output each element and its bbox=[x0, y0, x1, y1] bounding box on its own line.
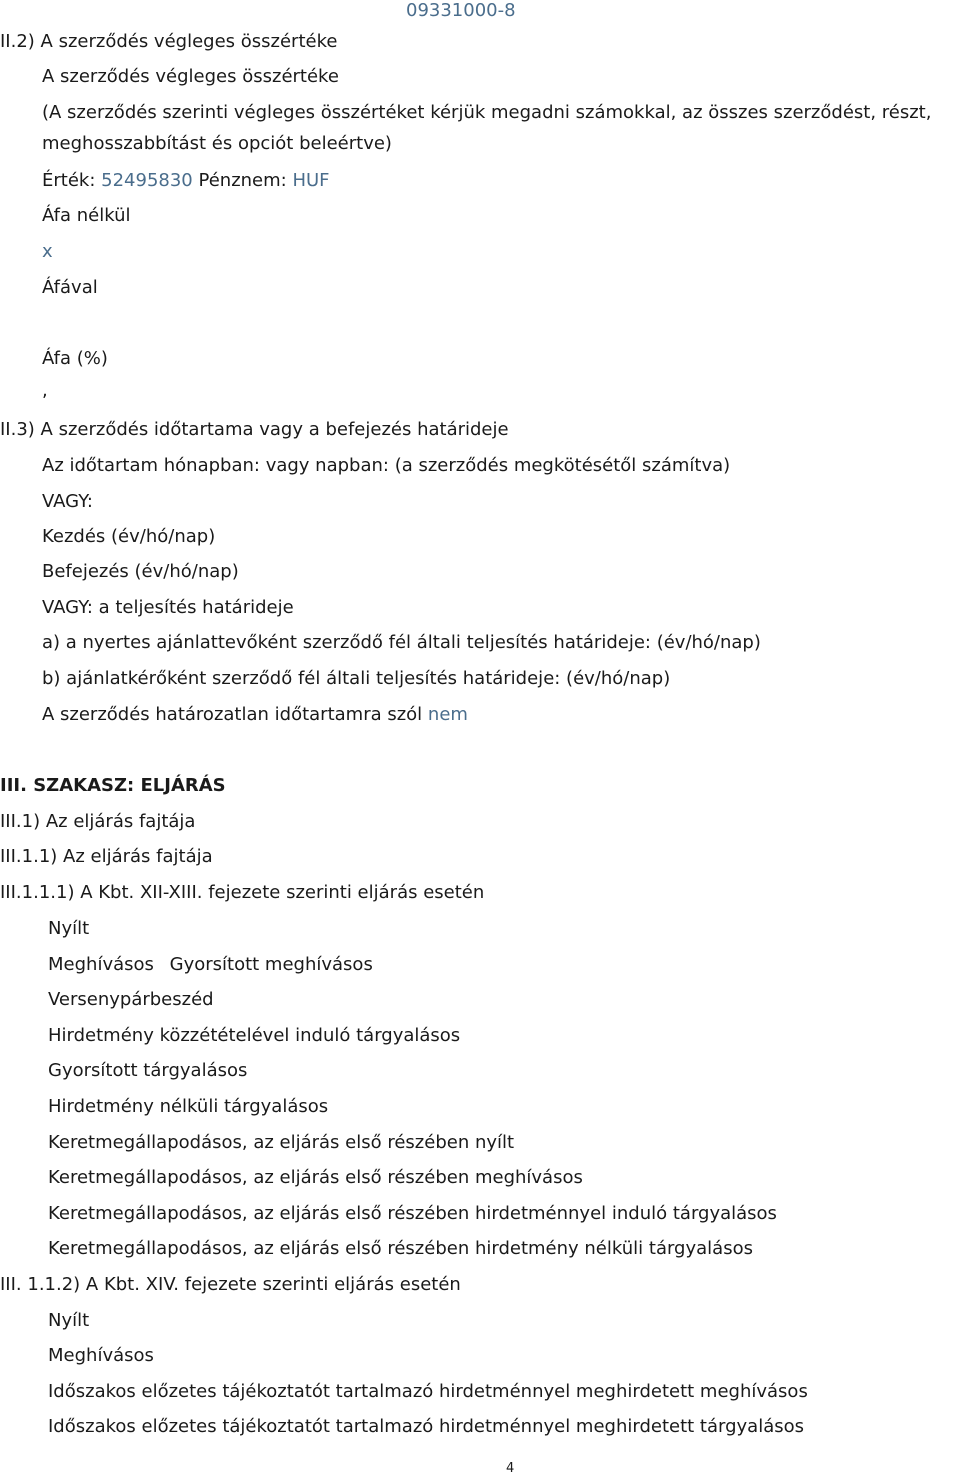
indefinite-label: A szerződés határozatlan időtartamra szól bbox=[42, 704, 423, 725]
or-line-1: VAGY: bbox=[42, 491, 93, 512]
heading-iii111: III.1.1.1) A Kbt. XII-XIII. fejezete szerinti eljárás esetén bbox=[0, 882, 485, 903]
vat-pct-value: , bbox=[42, 380, 48, 401]
document-id: 09331000-8 bbox=[406, 0, 516, 21]
indefinite-value: nem bbox=[427, 704, 468, 725]
start-date-label: Kezdés (év/hó/nap) bbox=[42, 526, 216, 547]
heading-iii1: III.1) Az eljárás fajtája bbox=[0, 811, 196, 832]
subheading-total-value: A szerződés végleges összértéke bbox=[42, 66, 339, 87]
deadline-item-b: b) ajánlatkérőként szerződő fél általi teljesítés határideje: (év/hó/nap) bbox=[42, 668, 671, 689]
or-line-2: VAGY: a teljesítés határideje bbox=[42, 597, 294, 618]
procedure-option: Nyílt bbox=[48, 918, 90, 939]
procedure-option-restricted: Meghívásos bbox=[48, 954, 154, 975]
section-heading-iii: III. SZAKASZ: ELJÁRÁS bbox=[0, 775, 226, 796]
procedure-option: Meghívásos bbox=[48, 1345, 154, 1366]
vat-pct-label: Áfa (%) bbox=[42, 348, 108, 369]
note-line-1: (A szerződés szerinti végleges összértéket kérjük megadni számokkal, az összes szerződést, részt, bbox=[42, 102, 932, 123]
procedure-option: Keretmegállapodásos, az eljárás első részében hirdetménnyel induló tárgyalásos bbox=[48, 1203, 777, 1224]
procedure-option: Keretmegállapodásos, az eljárás első részében nyílt bbox=[48, 1132, 515, 1153]
procedure-option: Gyorsított tárgyalásos bbox=[48, 1060, 248, 1081]
procedure-option bbox=[48, 954, 373, 976]
note-line-2: meghosszabbítást és opciót beleértve) bbox=[42, 133, 392, 154]
procedure-option-accelerated-restricted: Gyorsított meghívásos bbox=[169, 954, 373, 975]
procedure-option: Hirdetmény közzétételével induló tárgyalásos bbox=[48, 1025, 461, 1046]
without-vat-label: Áfa nélkül bbox=[42, 205, 131, 226]
currency-label: Pénznem: bbox=[198, 170, 287, 191]
procedure-option: Időszakos előzetes tájékoztatót tartalmazó hirdetménnyel meghirdetett tárgyalásos bbox=[48, 1416, 805, 1437]
procedure-option: Keretmegállapodásos, az eljárás első részében hirdetmény nélküli tárgyalásos bbox=[48, 1238, 753, 1259]
without-vat-mark: x bbox=[42, 241, 53, 262]
value-row bbox=[42, 170, 330, 192]
currency-value: HUF bbox=[292, 170, 330, 191]
page-number: 4 bbox=[506, 1461, 515, 1476]
deadline-item-a: a) a nyertes ajánlattevőként szerződő fél általi teljesítés határideje: (év/hó/nap) bbox=[42, 632, 761, 653]
heading-iii112: III. 1.1.2) A Kbt. XIV. fejezete szerinti eljárás esetén bbox=[0, 1274, 461, 1295]
procedure-option: Nyílt bbox=[48, 1310, 90, 1331]
section-heading-ii3: II.3) A szerződés időtartama vagy a befejezés határideje bbox=[0, 419, 509, 440]
procedure-option: Hirdetmény nélküli tárgyalásos bbox=[48, 1096, 329, 1117]
end-date-label: Befejezés (év/hó/nap) bbox=[42, 561, 239, 582]
indefinite-row bbox=[42, 704, 468, 726]
value-label: Érték: bbox=[42, 170, 96, 191]
value-amount: 52495830 bbox=[101, 170, 193, 191]
section-heading-ii2: II.2) A szerződés végleges összértéke bbox=[0, 31, 338, 52]
with-vat-label: Áfával bbox=[42, 277, 98, 298]
duration-line: Az időtartam hónapban: vagy napban: (a szerződés megkötésétől számítva) bbox=[42, 455, 731, 476]
procedure-option: Keretmegállapodásos, az eljárás első részében meghívásos bbox=[48, 1167, 583, 1188]
procedure-option: Időszakos előzetes tájékoztatót tartalmazó hirdetménnyel meghirdetett meghívásos bbox=[48, 1381, 808, 1402]
heading-iii11: III.1.1) Az eljárás fajtája bbox=[0, 846, 213, 867]
procedure-option: Versenypárbeszéd bbox=[48, 989, 214, 1010]
